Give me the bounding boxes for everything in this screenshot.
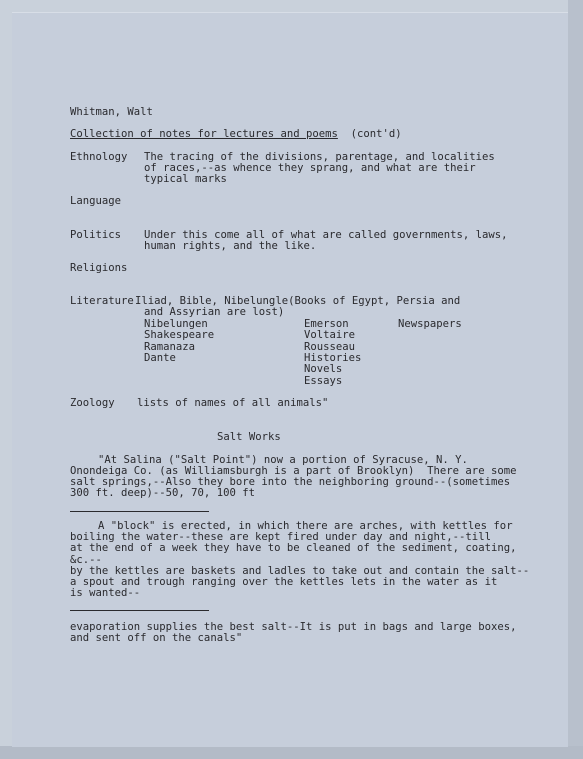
term-religions: Religions xyxy=(70,262,128,274)
literature-line-2: and Assyrian are lost) xyxy=(144,306,285,318)
para1-line: Onondeiga Co. (as Williamsburgh is a part of Brooklyn) There are some xyxy=(70,465,517,477)
literature-list-item: Nibelungen xyxy=(144,318,208,330)
literature-list-item: Histories xyxy=(304,352,362,364)
literature-list-item: Essays xyxy=(304,375,343,387)
literature-list-item: Ramanaza xyxy=(144,341,196,353)
para2-line: at the end of a week they have to be cleaned of the sediment, coating, xyxy=(70,542,517,554)
collection-title-line xyxy=(70,129,402,141)
term-politics: Politics xyxy=(70,229,122,241)
card-edge-right xyxy=(568,0,583,759)
para1-line: "At Salina ("Salt Point") now a portion of Syracuse, N. Y. xyxy=(98,454,468,466)
term-zoology: Zoology xyxy=(70,397,115,409)
section-divider xyxy=(70,610,209,611)
para1-line: salt springs,--Also they bore into the neighboring ground--(sometimes xyxy=(70,476,511,488)
para2-line: boiling the water--these are kept fired under day and night,--till xyxy=(70,531,491,543)
card-edge-bottom xyxy=(0,746,583,759)
literature-list-item: Voltaire xyxy=(304,329,356,341)
para2-line: by the kettles are baskets and ladles to take out and contain the salt-- xyxy=(70,565,530,577)
ethnology-line-2: of races,--as whence they sprang, and what are their xyxy=(144,162,476,174)
politics-line-1: Under this come all of what are called governments, laws, xyxy=(144,229,508,241)
section-divider xyxy=(70,511,209,512)
para2-line: is wanted-- xyxy=(70,587,141,599)
para2-line: &c.-- xyxy=(70,554,102,566)
literature-list-item: Emerson xyxy=(304,318,349,330)
term-language: Language xyxy=(70,195,122,207)
para2-line: A "block" is erected, in which there are arches, with kettles for xyxy=(98,520,513,532)
literature-list-item: Newspapers xyxy=(398,318,462,330)
salt-works-heading: Salt Works xyxy=(217,431,281,443)
zoology-text: lists of names of all animals" xyxy=(137,397,329,409)
literature-list-item: Dante xyxy=(144,352,176,364)
literature-line-1: Iliad, Bible, Nibelungle(Books of Egypt, Persia and xyxy=(135,295,461,307)
term-literature: Literature xyxy=(70,295,134,307)
para2-line: a spout and trough ranging over the kettles lets in the water as it xyxy=(70,576,498,588)
para1-line: 300 ft. deep)--50, 70, 100 ft xyxy=(70,487,255,499)
literature-list-item: Novels xyxy=(304,363,343,375)
continued-label: (cont'd) xyxy=(350,128,402,140)
term-ethnology: Ethnology xyxy=(70,151,128,163)
para3-line: and sent off on the canals" xyxy=(70,632,243,644)
author-name: Whitman, Walt xyxy=(70,106,153,118)
ethnology-line-3: typical marks xyxy=(144,173,227,185)
literature-list-item: Rousseau xyxy=(304,341,356,353)
literature-list-item: Shakespeare xyxy=(144,329,215,341)
ethnology-line-1: The tracing of the divisions, parentage, and localities xyxy=(144,151,495,163)
collection-title: Collection of notes for lectures and poems xyxy=(70,128,338,140)
politics-line-2: human rights, and the like. xyxy=(144,240,317,252)
para3-line: evaporation supplies the best salt--It is put in bags and large boxes, xyxy=(70,621,517,633)
